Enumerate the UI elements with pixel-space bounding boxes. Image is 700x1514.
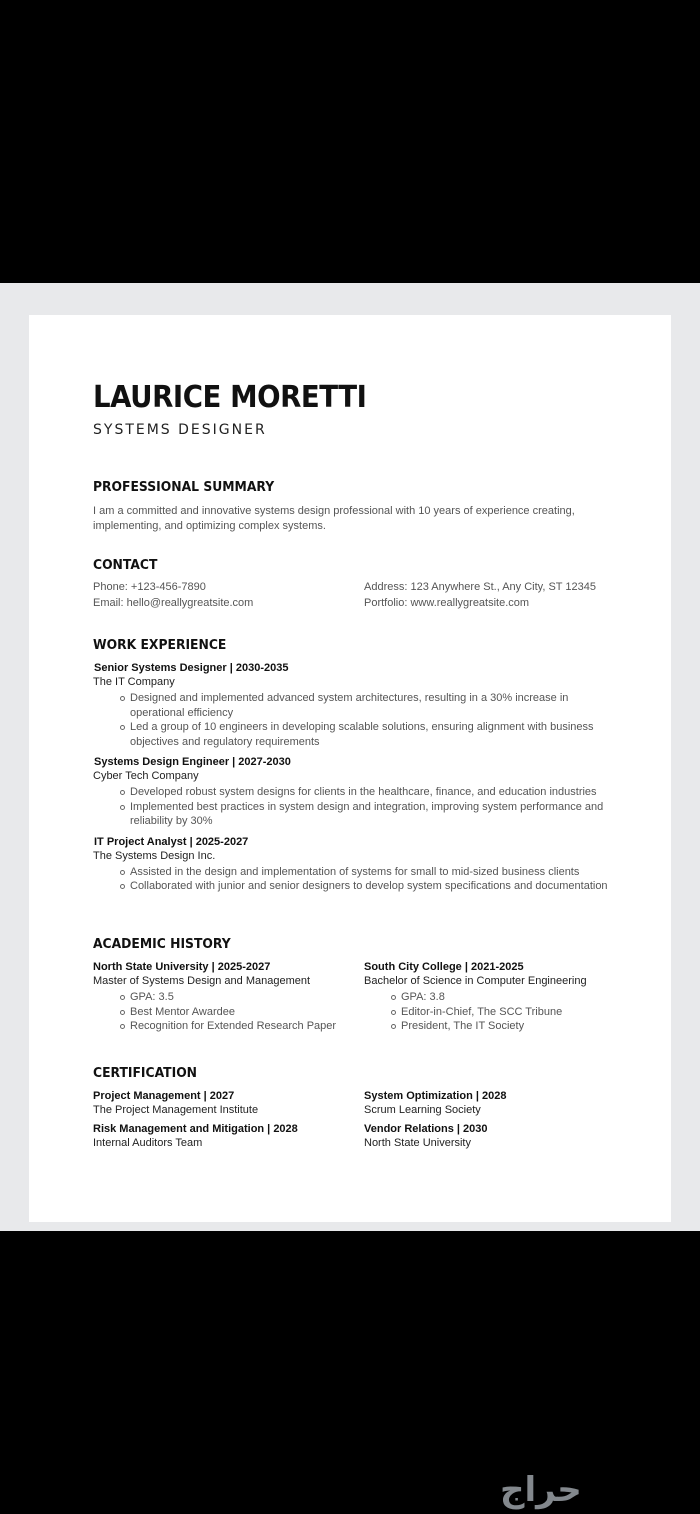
school-name: South City College | 2021-2025 [364,961,524,973]
certification-item [93,1090,364,1116]
academic-bullet: GPA: 3.8 [401,990,624,1005]
school-name: North State University | 2025-2027 [93,961,271,973]
certification-issuer: Internal Auditors Team [93,1137,203,1149]
contact-portfolio: Portfolio: www.reallygreatsite.com [364,597,530,609]
professional-summary-section [93,480,593,534]
section-heading: CONTACT [93,558,158,573]
academic-bullet: GPA: 3.5 [130,990,364,1005]
section-heading: CERTIFICATION [93,1066,198,1081]
section-heading: WORK EXPERIENCE [93,638,227,653]
job-entry [93,756,613,829]
academic-history-section [93,937,633,1034]
watermark-logo: حراج [500,1470,582,1510]
candidate-name: LAURICE MORETTI [93,380,367,415]
certification-section [93,1066,633,1149]
job-company: The IT Company [93,676,175,688]
academic-bullet: Recognition for Extended Research Paper [130,1019,364,1034]
resume-page [29,315,671,1222]
candidate-role: SYSTEMS DESIGNER [93,422,267,438]
certification-issuer: The Project Management Institute [93,1104,259,1116]
job-company: The Systems Design Inc. [93,849,216,862]
certification-title: System Optimization | 2028 [364,1090,507,1102]
academic-bullet: Editor-in-Chief, The SCC Tribune [401,1005,624,1020]
academic-entry [364,961,624,1034]
certification-title: Project Management | 2027 [93,1090,235,1102]
contact-address: Address: 123 Anywhere St., Any City, ST 12345 [364,581,596,593]
certification-issuer: Scrum Learning Society [364,1104,481,1116]
academic-entry [93,961,364,1034]
job-entry [93,662,613,749]
summary-text: I am a committed and innovative systems design professional with 10 years of experience creating, implementing, and optimizing complex systems. [93,505,575,532]
contact-section [93,558,613,611]
certification-title: Risk Management and Mitigation | 2028 [93,1123,298,1135]
contact-phone: Phone: +123-456-7890 [93,581,206,593]
certification-item [364,1123,624,1149]
certification-issuer: North State University [364,1137,471,1149]
section-heading: PROFESSIONAL SUMMARY [93,480,275,495]
work-experience-section [93,638,613,894]
academic-bullet: Best Mentor Awardee [130,1005,364,1020]
job-bullet: Assisted in the design and implementation of systems for small to mid-sized business clients [130,865,613,880]
job-bullet: Developed robust system designs for clients in the healthcare, finance, and education industries [130,785,613,800]
job-bullet: Implemented best practices in system design and integration, improving system performance and reliability by 30% [130,800,613,829]
job-title: Senior Systems Designer | 2030-2035 [94,662,289,674]
section-heading: ACADEMIC HISTORY [93,937,231,952]
degree-name: Master of Systems Design and Management [93,975,311,987]
degree-name: Bachelor of Science in Computer Engineering [364,975,587,987]
certification-item [364,1090,624,1116]
job-bullet: Led a group of 10 engineers in developing scalable solutions, ensuring alignment with business objectives and regulatory requirements [130,720,613,749]
job-title: Systems Design Engineer | 2027-2030 [94,756,291,768]
job-title: IT Project Analyst | 2025-2027 [94,835,249,848]
certification-item [93,1123,364,1149]
job-bullet: Collaborated with junior and senior designers to develop system specifications and documentation [130,879,613,894]
contact-email: Email: hello@reallygreatsite.com [93,597,254,609]
job-company: Cyber Tech Company [93,770,199,782]
job-bullet: Designed and implemented advanced system architectures, resulting in a 30% increase in operational efficiency [130,691,613,720]
certification-title: Vendor Relations | 2030 [364,1123,488,1135]
job-entry [93,836,613,894]
academic-bullet: President, The IT Society [401,1019,624,1034]
